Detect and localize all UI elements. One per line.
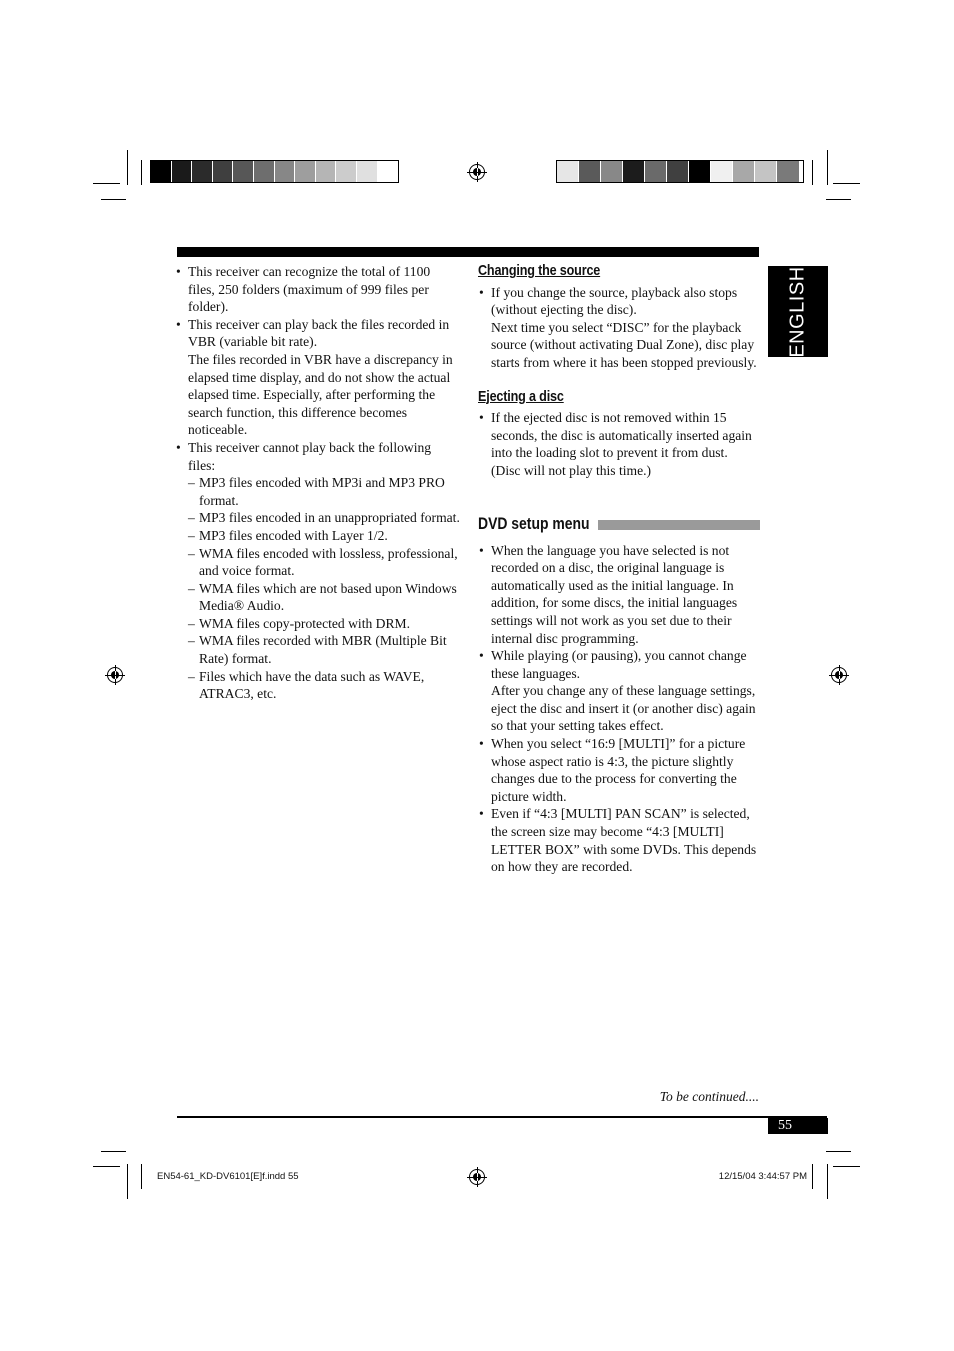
page-number: 55 [768, 1118, 828, 1134]
section-heading-changing-source: Changing the source [478, 262, 601, 279]
color-swatch [336, 161, 357, 182]
registration-target-icon [831, 667, 847, 683]
color-swatch [755, 161, 777, 182]
color-swatch [601, 161, 623, 182]
dash-item: – WMA files which are not based upon Windows Media® Audio. [175, 580, 460, 615]
bullet-item: • When you select “16:9 [MULTI]” for a picture whose aspect ratio is 4:3, the picture slightly changes due to the process for converting the picture width. [478, 735, 760, 805]
crop-mark [826, 1151, 851, 1152]
color-swatch [275, 161, 296, 182]
header-rule [177, 247, 759, 257]
dash-item: – WMA files encoded with lossless, professional, and voice format. [175, 545, 460, 580]
bullet-item: • This receiver can play back the files recorded in VBR (variable bit rate). The files recorded in VBR have a discrepancy in elapsed time display, and do not show the actual elapsed time. Especially, after performing the search function, this difference becomes noticeable. [175, 316, 460, 439]
bullet-item: • This receiver cannot play back the following files: – MP3 files encoded with MP3i and MP3 PRO format. – MP3 files encoded in an unappropriated format. – MP3 files encoded with Layer 1/2. – WMA files encoded with lossless, professional, and voice format. – WMA files which are not based upon Windows Media® Audio. – WMA files copy-protected with DRM. – WMA files recorded with MBR (Multiple Bit Rate) format. – Files which have the data such as WAVE, ATRAC3, etc. [175, 439, 460, 703]
section-heading-ejecting-disc: Ejecting a disc [478, 387, 564, 405]
color-swatch [579, 161, 601, 182]
crop-mark [833, 1166, 860, 1167]
bullet-note: After you change any of these language settings, eject the disc and insert it (or another disc) again so that your setting takes effect. [491, 683, 756, 734]
color-swatch [623, 161, 645, 182]
crop-mark [812, 1164, 813, 1189]
color-swatch [689, 161, 711, 182]
right-column [478, 262, 760, 876]
color-swatch [213, 161, 234, 182]
dash-item: – WMA files recorded with MBR (Multiple Bit Rate) format. [175, 632, 460, 667]
color-swatch [711, 161, 733, 182]
bullet-item: • This receiver can recognize the total of 1100 files, 250 folders (maximum of 999 files per folder). [175, 263, 460, 316]
language-tab: ENGLISH [768, 266, 828, 357]
color-swatch [151, 161, 172, 182]
crop-mark [827, 150, 828, 185]
color-calibration-bar-right [556, 160, 804, 183]
color-swatch [645, 161, 667, 182]
color-swatch [557, 161, 579, 182]
bullet-item: • When the language you have selected is not recorded on a disc, the original language is automatically used as the initial language. In addition, for some discs, the initial languages settings will not work as you set due to their internal disc programming. [478, 542, 760, 648]
crop-mark [101, 1151, 126, 1152]
dash-item: – Files which have the data such as WAVE, ATRAC3, etc. [175, 668, 460, 703]
crop-mark [833, 183, 860, 184]
unsupported-files-list [175, 474, 460, 703]
heading-gray-bar [598, 520, 760, 530]
slug-timestamp: 12/15/04 3:44:57 PM [718, 1171, 807, 1182]
dash-item: – MP3 files encoded with MP3i and MP3 PRO format. [175, 474, 460, 509]
registration-target-icon [469, 164, 485, 180]
dash-item: – WMA files copy-protected with DRM. [175, 615, 460, 633]
crop-mark [812, 160, 813, 185]
crop-mark [141, 1164, 142, 1189]
bullet-note: The files recorded in VBR have a discrepancy in elapsed time display, and do not show the actual elapsed time. Especially, after performing the search function, this difference becomes noticeable. [188, 351, 453, 438]
crop-mark [101, 199, 126, 200]
color-swatch [295, 161, 316, 182]
bullet-item: • If the ejected disc is not removed within 15 seconds, the disc is automatically inserted again into the loading slot to prevent it from dust. (Disc will not play this time.) [478, 409, 760, 479]
crop-mark [141, 160, 142, 185]
crop-mark [127, 1164, 128, 1199]
to-be-continued: To be continued.... [659, 1089, 759, 1104]
color-swatch [667, 161, 689, 182]
crop-mark [827, 1164, 828, 1199]
color-swatch [254, 161, 275, 182]
color-swatch [172, 161, 193, 182]
left-column [175, 263, 460, 703]
crop-mark [127, 150, 128, 185]
crop-mark [826, 199, 851, 200]
color-swatch [777, 161, 799, 182]
color-swatch [357, 161, 378, 182]
bullet-item: • Even if “4:3 [MULTI] PAN SCAN” is selected, the screen size may become “4:3 [MULTI] LETTER BOX” with some DVDs. This depends on how they are recorded. [478, 805, 760, 875]
color-swatch [316, 161, 337, 182]
crop-mark [93, 183, 120, 184]
footer-rule [177, 1116, 827, 1118]
bullet-item: • While playing (or pausing), you cannot change these languages. After you change any of these language settings, eject the disc and insert it (or another disc) again so that your setting takes effect. [478, 647, 760, 735]
slug-filename: EN54-61_KD-DV6101[E]f.indd 55 [157, 1171, 299, 1182]
bullet-note: Next time you select “DISC” for the playback source (without activating Dual Zone), disc play starts from where it has been stopped previously. [491, 319, 757, 370]
registration-target-icon [107, 667, 123, 683]
color-swatch [192, 161, 213, 182]
bullet-item: • If you change the source, playback also stops (without ejecting the disc). Next time you select “DISC” for the playback source (without activating Dual Zone), disc play starts from where it has been stopped previously. [478, 284, 760, 372]
section-heading-dvd-setup [478, 514, 760, 536]
color-swatch [233, 161, 254, 182]
dvd-setup-title: DVD setup menu [478, 513, 590, 533]
color-calibration-bar-left [150, 160, 399, 183]
color-swatch [378, 161, 399, 182]
registration-target-icon [469, 1169, 485, 1185]
dash-item: – MP3 files encoded in an unappropriated format. [175, 509, 460, 527]
color-swatch [733, 161, 755, 182]
crop-mark [93, 1166, 120, 1167]
dash-item: – MP3 files encoded with Layer 1/2. [175, 527, 460, 545]
